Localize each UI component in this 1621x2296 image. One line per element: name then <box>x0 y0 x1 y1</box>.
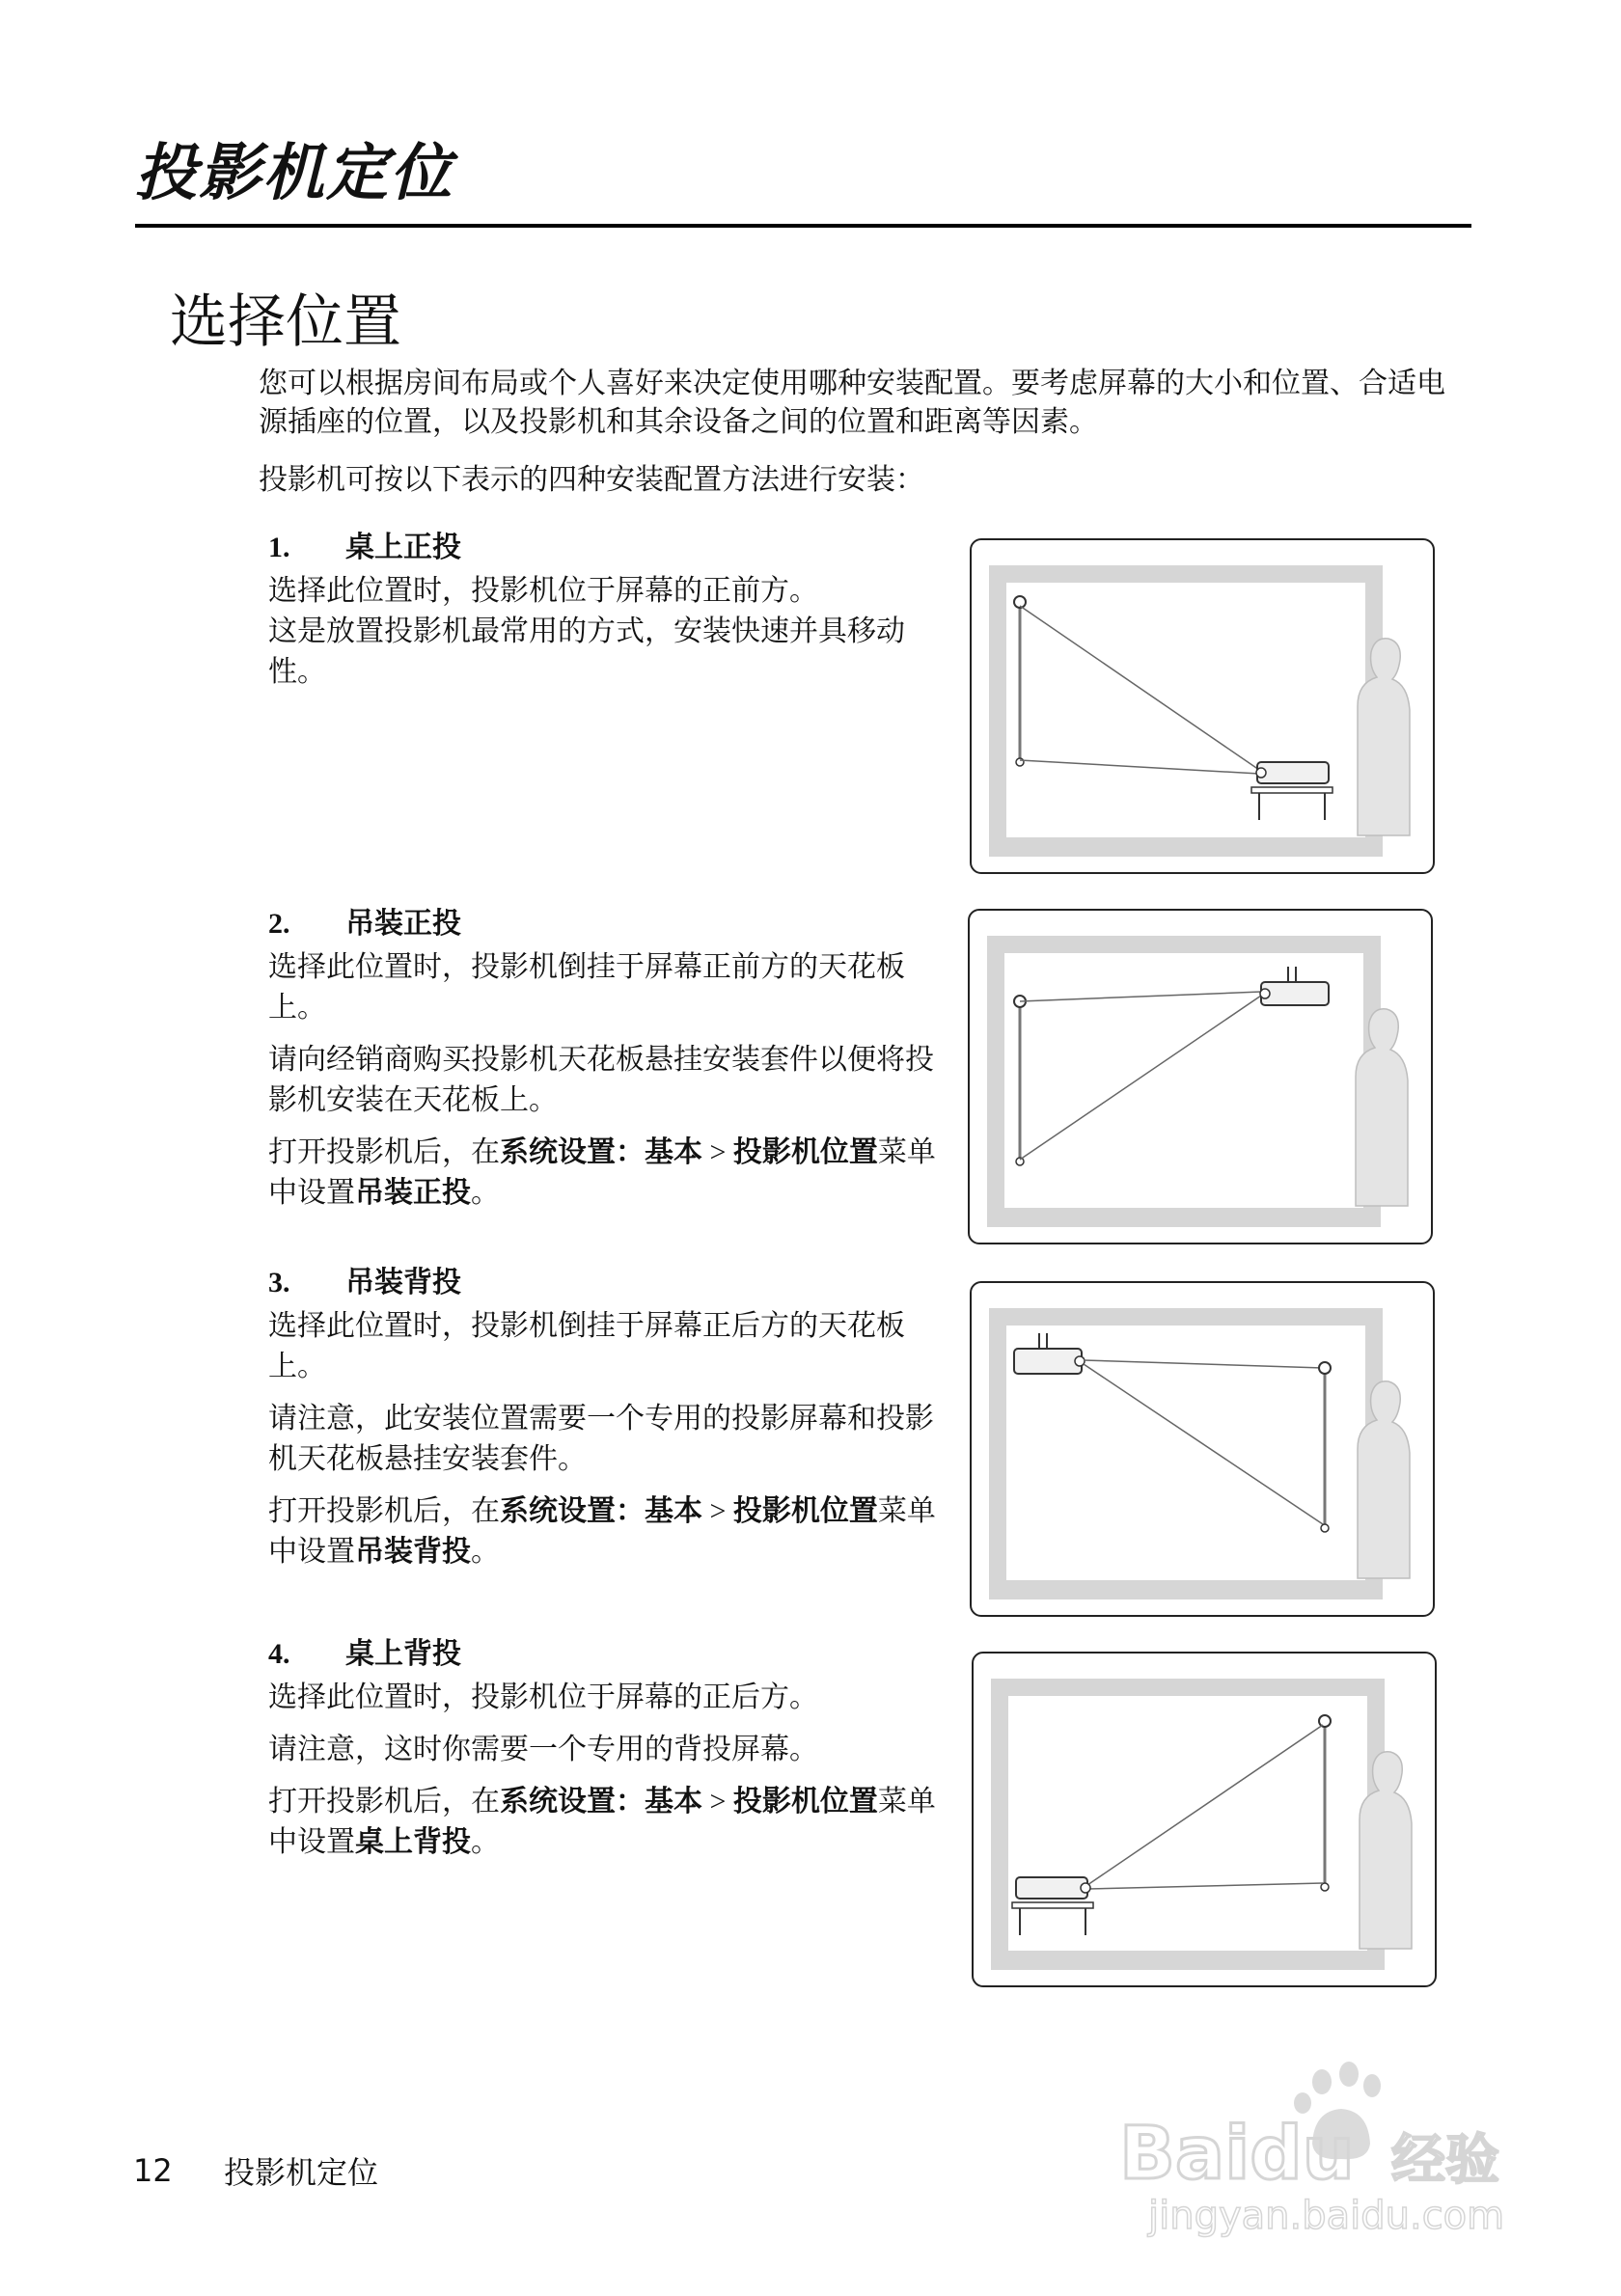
menu-instruction: 打开投影机后，在系统设置：基本 > 投影机位置菜单中设置桌上背投。 <box>268 1785 936 1859</box>
floor-front-diagram <box>970 538 1435 874</box>
option-description: 选择此位置时，投影机倒挂于屏幕正后方的天花板上。 <box>268 1309 905 1383</box>
watermark-brand: Baidu <box>1119 2110 1355 2196</box>
install-option-3 <box>268 1264 944 1584</box>
option-title: 桌上正投 <box>345 531 461 564</box>
table <box>1012 1902 1093 1908</box>
projector <box>1014 1349 1082 1374</box>
ceiling-rear-illustration <box>972 1283 1433 1615</box>
room-interior <box>1008 1696 1367 1951</box>
chapter-title: 投影机定位 <box>135 138 453 209</box>
ceiling-front-diagram <box>968 909 1433 1244</box>
option-number: 4. <box>268 1638 290 1670</box>
baidu-watermark-logo <box>1110 2055 1515 2238</box>
install-option-heading <box>268 1264 944 1302</box>
page-number: 12 <box>133 2152 173 2189</box>
option-description: 选择此位置时，投影机位于屏幕的正后方。 <box>268 1681 818 1714</box>
install-option-1 <box>268 529 944 704</box>
option-description: 请向经销商购买投影机天花板悬挂安装套件以便将投影机安装在天花板上。 <box>268 1043 934 1117</box>
option-number: 2. <box>268 908 290 940</box>
install-option-2 <box>268 905 944 1225</box>
table <box>1251 787 1333 793</box>
room-interior <box>1006 583 1365 837</box>
menu-instruction: 打开投影机后，在系统设置：基本 > 投影机位置菜单中设置吊装背投。 <box>268 1494 936 1569</box>
option-title: 吊装背投 <box>345 1266 461 1299</box>
watermark-url: jingyan.baidu.com <box>1148 2194 1505 2238</box>
floor-front-illustration <box>972 540 1433 872</box>
option-description: 请注意，这时你需要一个专用的背投屏幕。 <box>268 1733 818 1766</box>
install-option-heading <box>268 529 944 567</box>
menu-instruction: 打开投影机后，在系统设置：基本 > 投影机位置菜单中设置吊装正投。 <box>268 1135 936 1210</box>
ceiling-front-illustration <box>970 911 1431 1243</box>
option-title: 吊装正投 <box>345 907 461 941</box>
intro-paragraph-2: 投影机可按以下表示的四种安装配置方法进行安装： <box>259 463 924 497</box>
intro-paragraph: 您可以根据房间布局或个人喜好来决定使用哪种安装配置。要考虑屏幕的大小和位置、合适电源插座的位置，以及投影机和其余设备之间的位置和距离等因素。 <box>259 367 1445 439</box>
option-description: 选择此位置时，投影机位于屏幕的正前方。 <box>268 574 818 608</box>
watermark-cn: 经验 <box>1391 2129 1499 2192</box>
projector <box>1261 982 1329 1005</box>
option-title: 桌上背投 <box>345 1637 461 1671</box>
option-description: 选择此位置时，投影机倒挂于屏幕正前方的天花板上。 <box>268 950 905 1025</box>
option-description: 请注意，此安装位置需要一个专用的投影屏幕和投影机天花板悬挂安装套件。 <box>268 1402 934 1476</box>
projector <box>1257 762 1329 783</box>
install-option-heading <box>268 905 944 943</box>
option-number: 1. <box>268 532 290 563</box>
floor-rear-illustration <box>974 1654 1435 1985</box>
chapter-rule <box>135 224 1471 228</box>
section-title: 选择位置 <box>170 288 401 356</box>
projector <box>1016 1877 1087 1899</box>
footer-chapter-label: 投影机定位 <box>224 2154 379 2191</box>
option-number: 3. <box>268 1267 290 1298</box>
option-description: 这是放置投影机最常用的方式，安装快速并具移动性。 <box>268 615 905 689</box>
install-option-heading <box>268 1635 944 1674</box>
install-option-4 <box>268 1635 944 1874</box>
floor-rear-diagram <box>972 1652 1437 1987</box>
ceiling-rear-diagram <box>970 1281 1435 1617</box>
